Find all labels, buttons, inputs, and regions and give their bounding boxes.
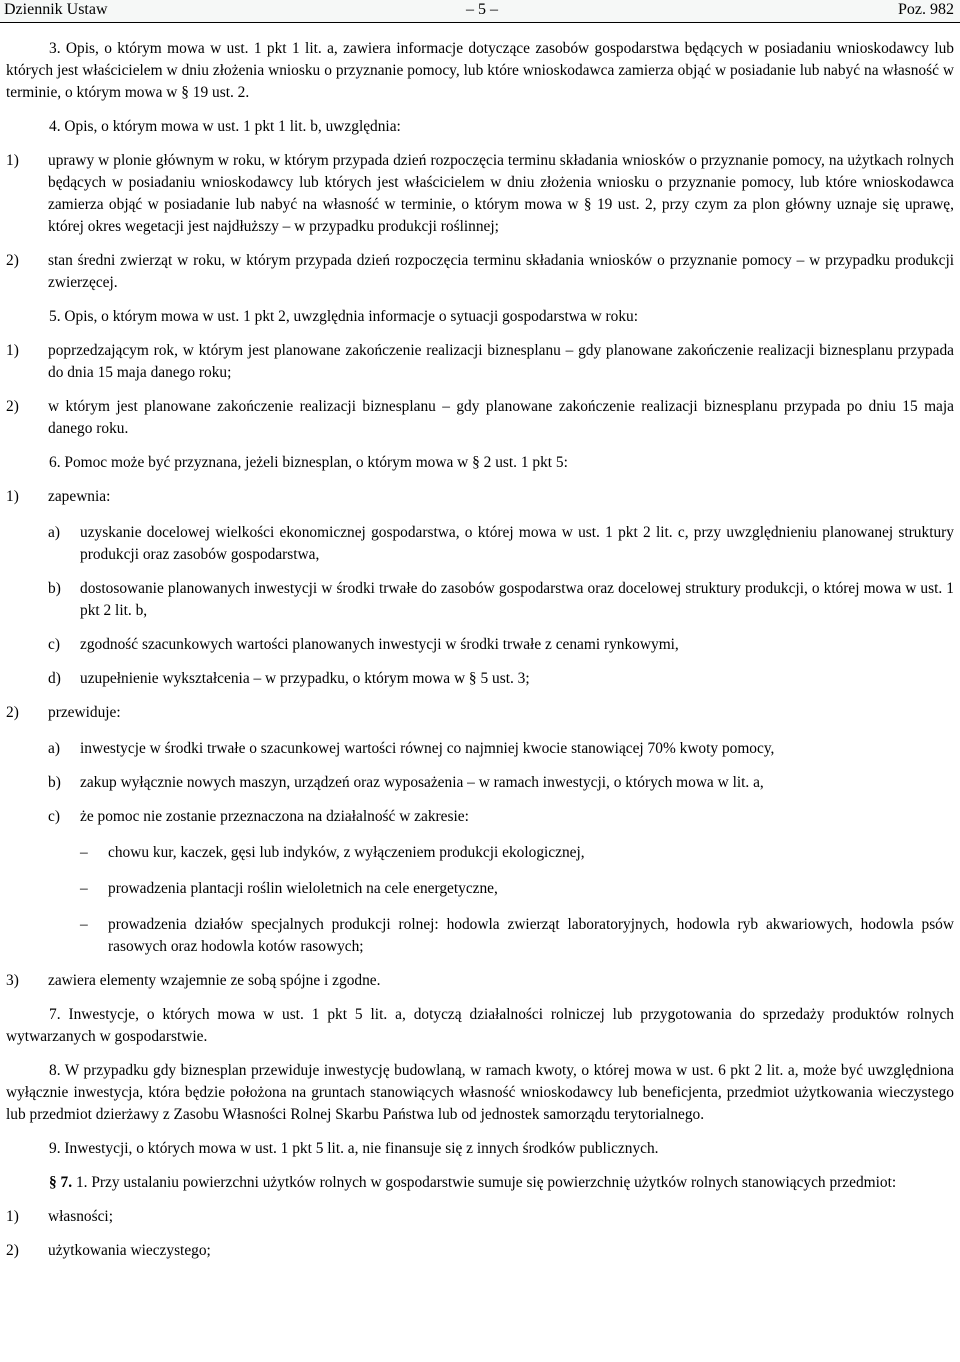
item-text: uprawy w plonie głównym w roku, w którym przypada dzień rozpoczęcia terminu składania wniosków o przyznanie pomocy, na użytkach rolnych będących w posiadaniu wnioskodawcy lub których jest właścicielem w dniu złożenia wniosku o przyznanie pomocy, lub które wnioskodawca zamierza objąć w posiadanie lub nabyć na własność w terminie, o którym mowa w § 19 ust. 2, przy czym za plon główny uznaje się uprawę, której okres wegetacji jest najdłuższy – w przypadku produkcji roślinnej; (48, 152, 954, 235)
paragraph-7: 7. Inwestycje, o których mowa w ust. 1 pkt 5 lit. a, dotyczą działalności rolniczej lub przygotowania do sprzedaży produktów rolnych wytwarzanych w gospodarstwie. (6, 1006, 954, 1045)
item-text: dostosowanie planowanych inwestycji w środki trwałe do zasobów gospodarstwa oraz docelowej struktury produkcji, o której mowa w ust. 1 pkt 2 lit. b, (80, 580, 954, 619)
item-text: prowadzenia plantacji roślin wieloletnich na cele energetyczne, (108, 880, 498, 897)
item-number: 1) (6, 488, 19, 505)
item-number: 2) (6, 1242, 19, 1259)
dash-marker: – (80, 880, 88, 897)
item-letter: c) (48, 636, 60, 653)
sub-list-item (48, 668, 954, 690)
list-item (6, 340, 954, 384)
item-text: własności; (48, 1208, 113, 1225)
item-text: prowadzenia działów specjalnych produkcji rolnej: hodowla zwierząt laboratoryjnych, hodowla ryb akwariowych, hodowla psów rasowych oraz hodowla kotów rasowych; (108, 916, 954, 955)
journal-title: Dziennik Ustaw (4, 1, 108, 18)
item-letter: c) (48, 808, 60, 825)
section-7-paragraph (6, 1172, 954, 1194)
sub-list-item (48, 772, 954, 794)
dash-item (80, 914, 954, 958)
list-item (6, 486, 954, 508)
item-number: 2) (6, 704, 19, 721)
list-item (6, 250, 954, 294)
sub-list-item (48, 806, 954, 828)
item-number: 2) (6, 398, 19, 415)
paragraph-5: 5. Opis, o którym mowa w ust. 1 pkt 2, uwzględnia informacje o sytuacji gospodarstwa w roku: (49, 308, 639, 325)
item-letter: b) (48, 774, 61, 791)
dash-marker: – (80, 844, 88, 861)
item-text: stan średni zwierząt w roku, w którym przypada dzień rozpoczęcia terminu składania wniosków o przyznanie pomocy – w przypadku produkcji zwierzęcej. (48, 252, 954, 291)
item-text: poprzedzającym rok, w którym jest planowane zakończenie realizacji biznesplanu – gdy planowane zakończenie realizacji biznesplanu przypada do dnia 15 maja danego roku; (48, 342, 954, 381)
section-text: 1. Przy ustalaniu powierzchni użytków rolnych w gospodarstwie sumuje się powierzchnię użytków rolnych stanowiących przedmiot: (75, 1174, 897, 1191)
page-number: – 5 – (466, 1, 498, 18)
paragraph-6: 6. Pomoc może być przyznana, jeżeli biznesplan, o którym mowa w § 2 ust. 1 pkt 5: (49, 454, 568, 471)
document-body (6, 38, 954, 1262)
item-number: 1) (6, 152, 19, 169)
item-letter: b) (48, 580, 61, 597)
item-number: 3) (6, 972, 19, 989)
item-text: uzyskanie docelowej wielkości ekonomicznej gospodarstwa, o której mowa w ust. 1 pkt 2 lit. c, przy uwzględnieniu planowanej struktury produkcji oraz zasobów gospodarstwa, (80, 524, 954, 563)
item-letter: d) (48, 670, 61, 687)
dash-item (80, 842, 954, 864)
item-text: chowu kur, kaczek, gęsi lub indyków, z wyłączeniem produkcji ekologicznej, (108, 844, 585, 861)
sub-list-item (48, 522, 954, 566)
page-header (0, 0, 960, 23)
dash-item (80, 878, 954, 900)
paragraph-8: 8. W przypadku gdy biznesplan przewiduje inwestycję budowlaną, w ramach kwoty, o której mowa w ust. 6 pkt 2 lit. a, może być uwzględniona wyłącznie inwestycja, która będzie położona na gruntach stanowiących własność wnioskodawcy lub beneficjenta, przedmiot użytkowania wieczystego lub przedmiot dzierżawy z Zasobu Własności Rolnej Skarbu Państwa lub od jednostek samorządu terytorialnego. (6, 1062, 954, 1123)
position-number: Poz. 982 (898, 1, 954, 18)
item-text: zawiera elementy wzajemnie ze sobą spójne i zgodne. (48, 972, 381, 989)
list-item (6, 702, 954, 724)
sub-list-item (48, 578, 954, 622)
item-number: 2) (6, 252, 19, 269)
paragraph-9: 9. Inwestycji, o których mowa w ust. 1 pkt 5 lit. a, nie finansuje się z innych środków publicznych. (49, 1140, 659, 1157)
list-item (6, 396, 954, 440)
list-item (6, 1240, 954, 1262)
dash-marker: – (80, 916, 88, 933)
item-text: że pomoc nie zostanie przeznaczona na działalność w zakresie: (80, 808, 469, 825)
item-text: uzupełnienie wykształcenia – w przypadku, o którym mowa w § 5 ust. 3; (80, 670, 530, 687)
section-number: § 7. (49, 1174, 73, 1191)
item-text: inwestycje w środki trwałe o szacunkowej wartości równej co najmniej kwocie stanowiącej 70% kwoty pomocy, (80, 740, 775, 757)
sub-list-item (48, 634, 954, 656)
sub-list-item (48, 738, 954, 760)
paragraph-3: 3. Opis, o którym mowa w ust. 1 pkt 1 lit. a, zawiera informacje dotyczące zasobów gospodarstwa będących w posiadaniu wnioskodawcy lub których jest właścicielem w dniu złożenia wniosku o przyznanie pomocy, lub które wnioskodawca zamierza objąć w posiadanie lub nabyć na własność w terminie, o którym mowa w § 19 ust. 2. (6, 40, 954, 101)
item-letter: a) (48, 524, 60, 541)
item-text: zgodność szacunkowych wartości planowanych inwestycji w środki trwałe z cenami rynkowymi, (80, 636, 679, 653)
list-item (6, 150, 954, 238)
list-item (6, 1206, 954, 1228)
list-item (6, 970, 954, 992)
item-text: w którym jest planowane zakończenie realizacji biznesplanu – gdy planowane zakończenie realizacji biznesplanu przypada po dniu 15 maja danego roku. (48, 398, 954, 437)
item-number: 1) (6, 1208, 19, 1225)
item-letter: a) (48, 740, 60, 757)
item-text: zapewnia: (48, 488, 111, 505)
item-text: użytkowania wieczystego; (48, 1242, 211, 1259)
paragraph-4: 4. Opis, o którym mowa w ust. 1 pkt 1 lit. b, uwzględnia: (49, 118, 401, 135)
item-text: zakup wyłącznie nowych maszyn, urządzeń oraz wyposażenia – w ramach inwestycji, o których mowa w lit. a, (80, 774, 764, 791)
item-text: przewiduje: (48, 704, 121, 721)
item-number: 1) (6, 342, 19, 359)
